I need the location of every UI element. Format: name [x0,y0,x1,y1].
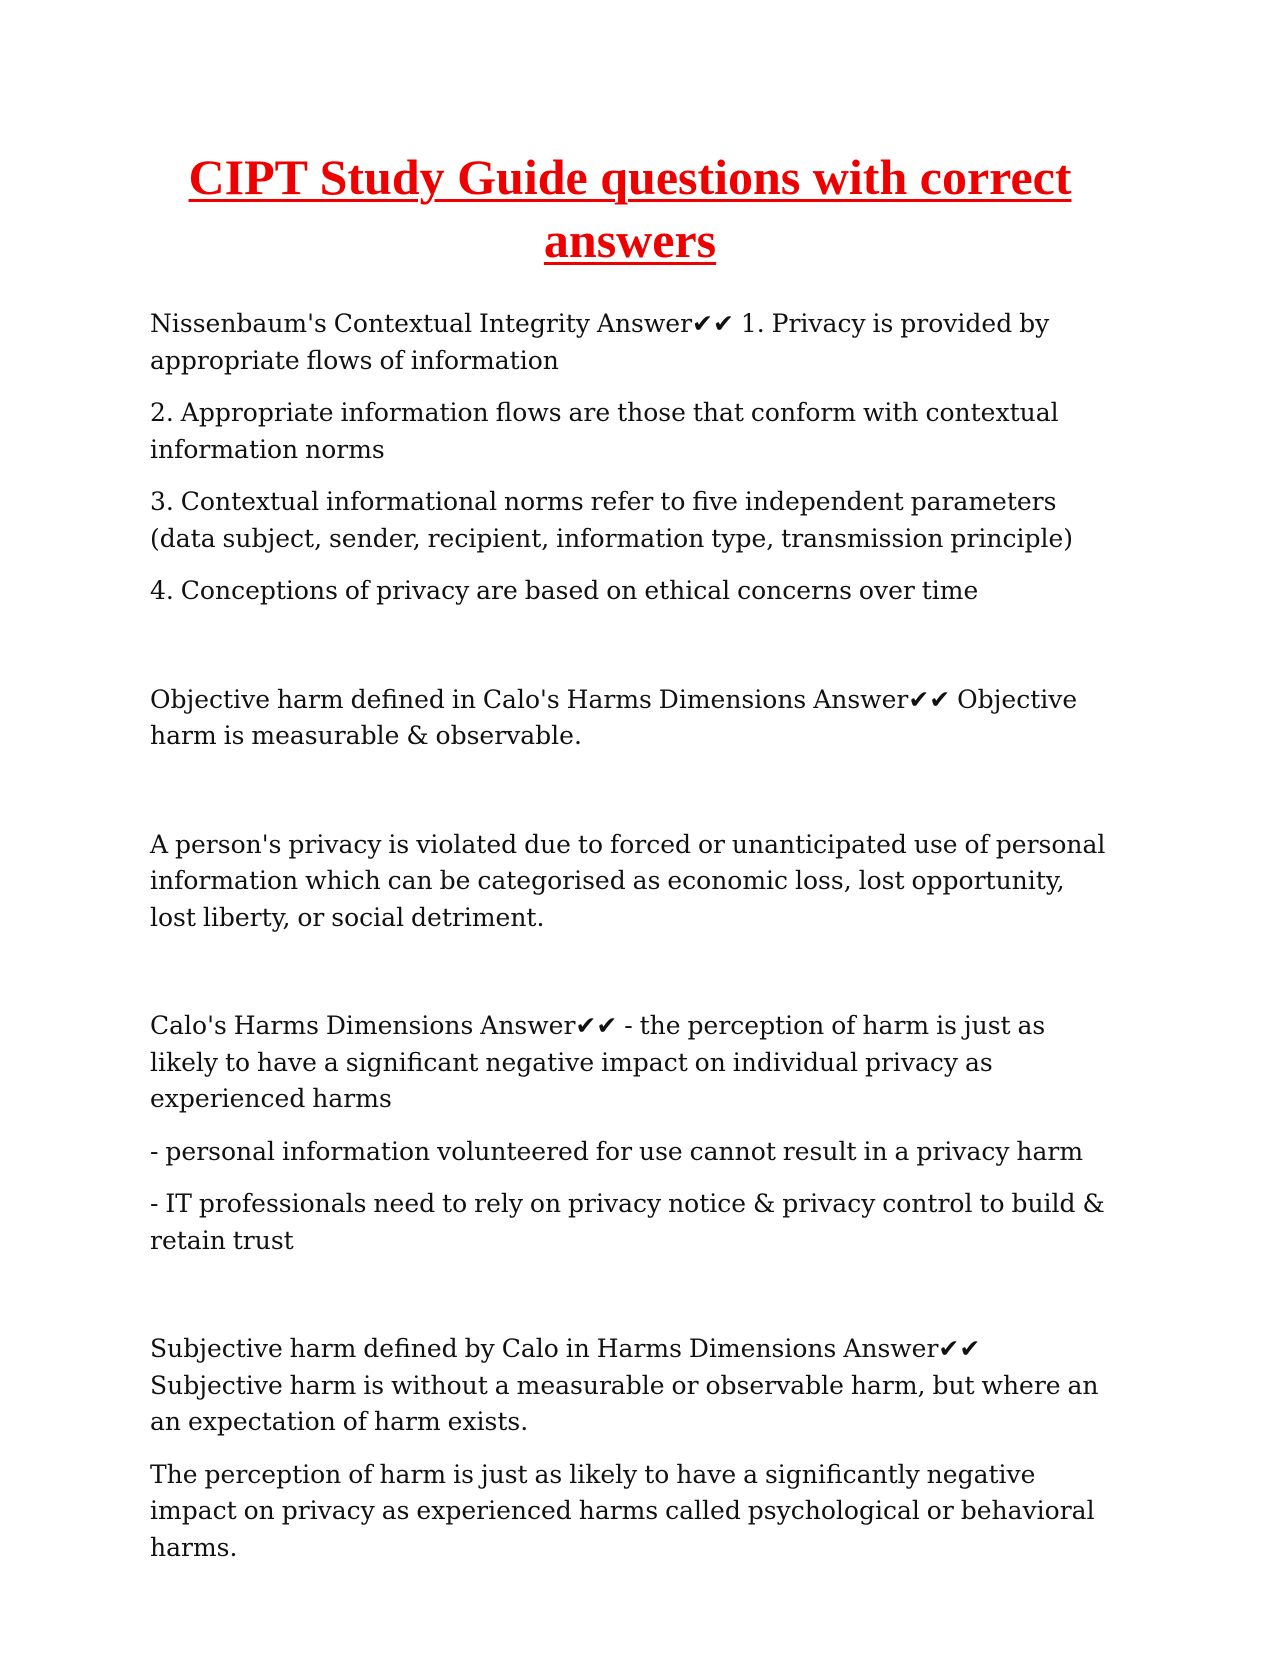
document-title: CIPT Study Guide questions with correct answers [188,149,1072,268]
paragraph-subjective-harm: Subjective harm defined by Calo in Harms Dimensions Answer✔✔ Subjective harm is without a measurable or observable harm, but where an an expectation of harm exists. [150,1334,1099,1436]
paragraph-calo-harms: Calo's Harms Dimensions Answer✔✔ - the perception of harm is just as likely to have a significant negative impact on individual privacy as experienced harms [150,1011,1046,1113]
paragraph-privacy-violated: A person's privacy is violated due to forced or unanticipated use of personal information which can be categorised as economic loss, lost opportunity, lost liberty, or social detriment. [150,829,1106,932]
paragraph-point-2: 2. Appropriate information flows are those that conform with contextual information norms [150,398,1059,464]
paragraph-perception-of-harm: The perception of harm is just as likely to have a significantly negative impact on privacy as experienced harms called psychological or behavioral harms. [150,1459,1095,1562]
paragraph-point-3: 3. Contextual informational norms refer to five independent parameters (data subject, sender, recipient, information type, transmission principle) [150,487,1074,553]
paragraph-objective-harm: Objective harm defined in Calo's Harms Dimensions Answer✔✔ Objective harm is measurable & observable. [150,684,1078,750]
paragraph-contextual-integrity: Nissenbaum's Contextual Integrity Answer✔✔ 1. Privacy is provided by appropriate flows of information [150,309,1050,375]
paragraph-point-4: 4. Conceptions of privacy are based on ethical concerns over time [150,576,979,605]
document-page [150,146,1110,1566]
paragraph-volunteered-info: - personal information volunteered for use cannot result in a privacy harm [150,1136,1084,1166]
paragraph-it-professionals: - IT professionals need to rely on privacy notice & privacy control to build & retain trust [150,1189,1105,1255]
